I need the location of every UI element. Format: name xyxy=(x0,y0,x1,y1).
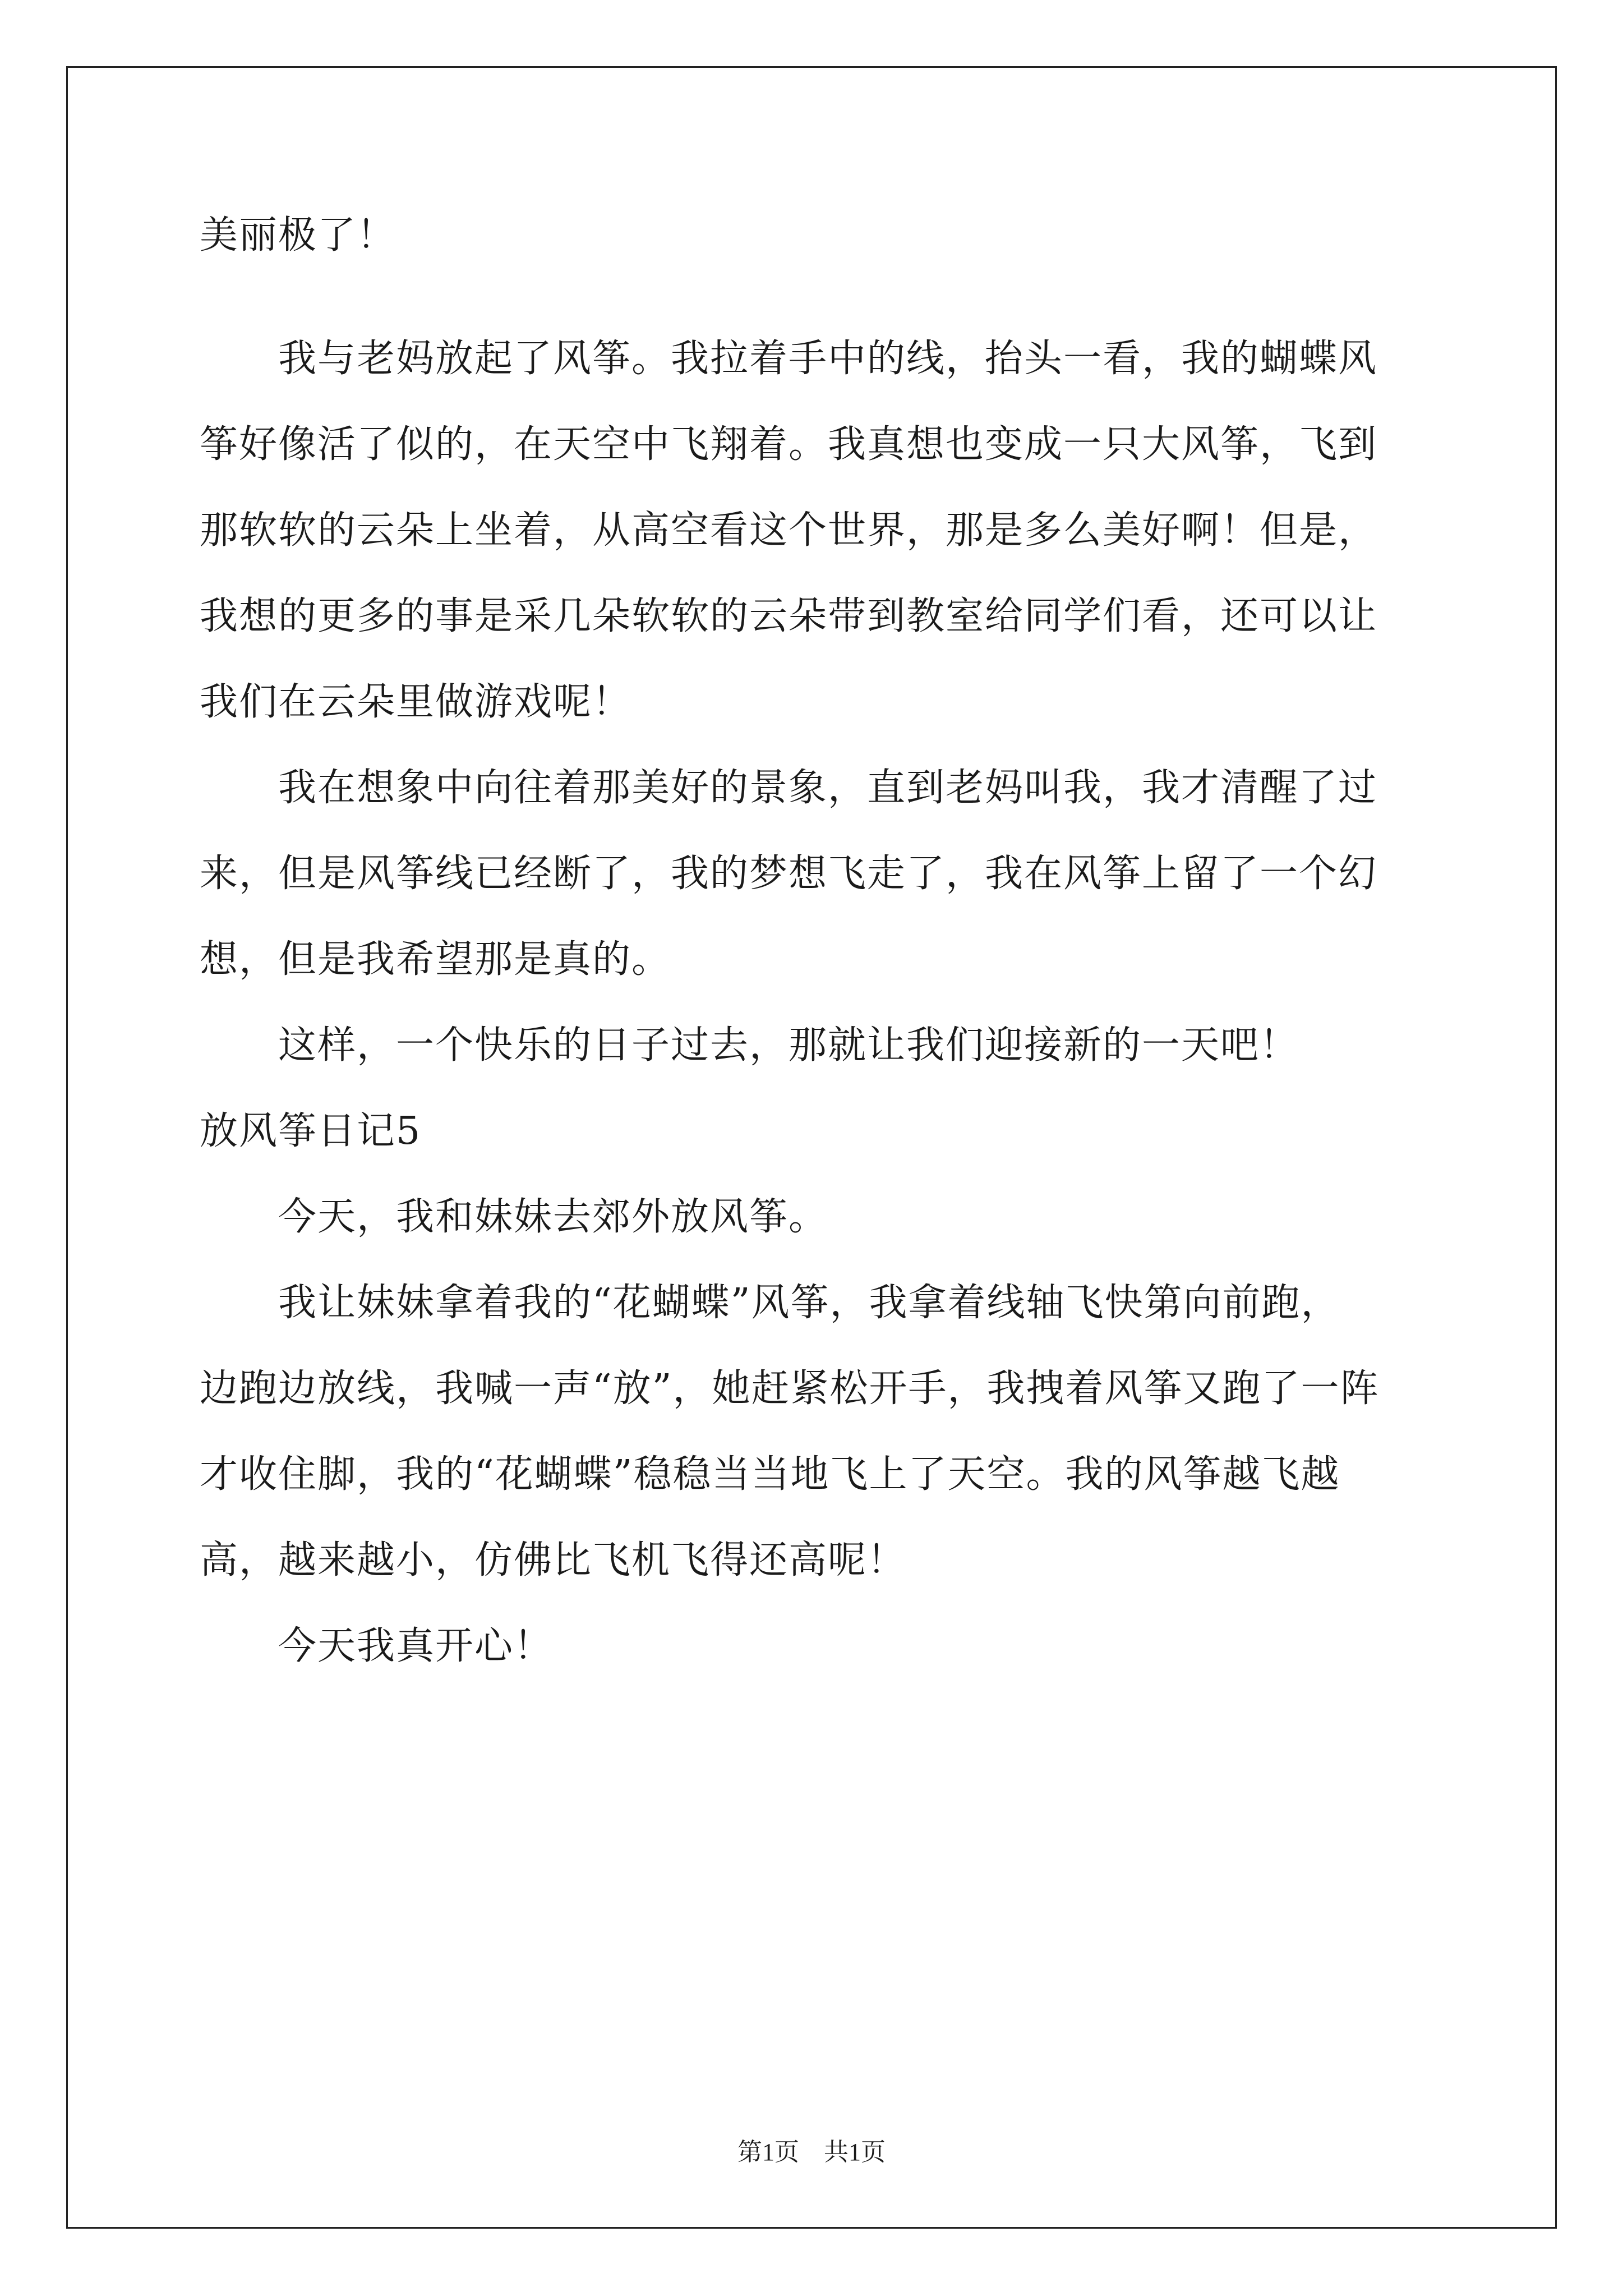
text-line: 我让妹妹拿着我的“花蝴蝶”风筝，我拿着线轴飞快第向前跑， xyxy=(200,1281,1340,1325)
text-line: 这样，一个快乐的日子过去，那就让我们迎接新的一天吧！ xyxy=(200,1023,1299,1068)
text-line: 我想的更多的事是采几朵软软的云朵带到教室给同学们看，还可以让 xyxy=(200,594,1378,638)
text-line: 那软软的云朵上坐着，从高空看这个世界，那是多么美好啊！但是， xyxy=(200,508,1378,553)
text-line: 美丽极了！ xyxy=(200,213,396,257)
text-line: 才收住脚，我的“花蝴蝶”稳稳当当地飞上了天空。我的风筝越飞越 xyxy=(200,1452,1340,1497)
text-line: 边跑边放线，我喊一声“放”，她赶紧松开手，我拽着风筝又跑了一阵 xyxy=(200,1366,1380,1411)
text-line: 筝好像活了似的，在天空中飞翔着。我真想也变成一只大风筝，飞到 xyxy=(200,422,1378,467)
text-line: 我们在云朵里做游戏呢！ xyxy=(200,680,632,724)
section-title: 放风筝日记5 xyxy=(200,1109,422,1153)
text-line: 我在想象中向往着那美好的景象，直到老妈叫我，我才清醒了过 xyxy=(200,766,1378,810)
text-line: 高，越来越小，仿佛比飞机飞得还高呢！ xyxy=(200,1538,907,1582)
text-line: 我与老妈放起了风筝。我拉着手中的线，抬头一看，我的蝴蝶风 xyxy=(200,337,1378,381)
text-line: 今天我真开心！ xyxy=(200,1624,554,1668)
text-line: 想，但是我希望那是真的。 xyxy=(200,937,671,982)
text-line: 今天，我和妹妹去郊外放风筝。 xyxy=(200,1195,828,1239)
page-footer: 第1页 共1页 xyxy=(737,2138,886,2166)
text-line: 来，但是风筝线已经断了，我的梦想飞走了，我在风筝上留了一个幻 xyxy=(200,852,1378,896)
